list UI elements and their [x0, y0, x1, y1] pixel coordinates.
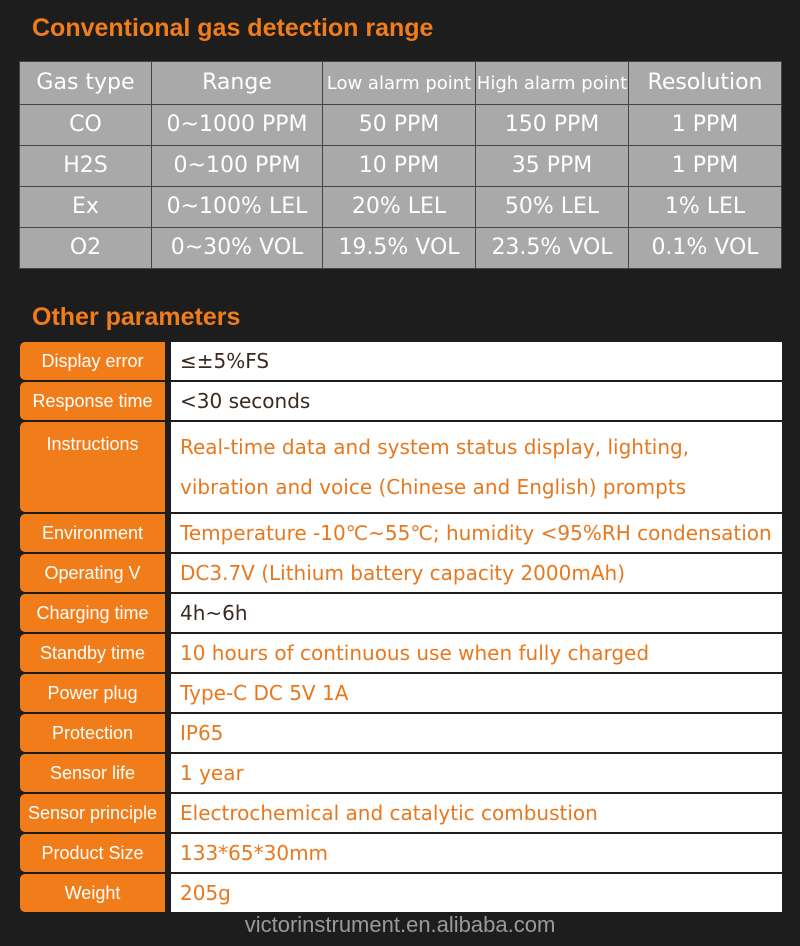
gas-cell: 23.5% VOL: [476, 228, 629, 269]
param-label: Response time: [20, 382, 165, 420]
gas-detection-table: [19, 61, 782, 269]
gas-cell: 0.1% VOL: [629, 228, 782, 269]
gas-cell: 1 PPM: [629, 105, 782, 146]
gas-row-co: [20, 105, 782, 146]
param-label: Charging time: [20, 594, 165, 632]
param-label: Operating V: [20, 554, 165, 592]
param-row: [20, 594, 782, 632]
gas-table-header-row: [20, 62, 782, 105]
param-row: [20, 422, 782, 512]
param-value: Type-C DC 5V 1A: [171, 674, 782, 712]
gas-cell: 1 PPM: [629, 146, 782, 187]
param-value: Temperature -10℃~55℃; humidity <95%RH condensation: [171, 514, 782, 552]
header-high-alarm: High alarm point: [476, 62, 629, 105]
param-value: IP65: [171, 714, 782, 752]
gas-cell: 19.5% VOL: [323, 228, 476, 269]
param-row: [20, 754, 782, 792]
gas-cell: 50% LEL: [476, 187, 629, 228]
params-section-title: Other parameters: [32, 303, 241, 331]
param-value: 1 year: [171, 754, 782, 792]
param-row: [20, 874, 782, 912]
gas-cell: 0~30% VOL: [152, 228, 323, 269]
param-value: Real-time data and system status display, lighting, vibration and voice (Chinese and English) prompts: [171, 422, 782, 512]
gas-cell: 0~1000 PPM: [152, 105, 323, 146]
gas-cell: Ex: [20, 187, 152, 228]
gas-cell: 0~100 PPM: [152, 146, 323, 187]
gas-cell: 50 PPM: [323, 105, 476, 146]
gas-cell: 10 PPM: [323, 146, 476, 187]
param-label: Instructions: [20, 422, 165, 512]
param-label: Display error: [20, 342, 165, 380]
param-label: Product Size: [20, 834, 165, 872]
gas-row-h2s: [20, 146, 782, 187]
param-row: [20, 674, 782, 712]
param-row: [20, 342, 782, 380]
header-low-alarm: Low alarm point: [323, 62, 476, 105]
param-label: Sensor life: [20, 754, 165, 792]
gas-cell: 20% LEL: [323, 187, 476, 228]
param-row: [20, 714, 782, 752]
gas-cell: CO: [20, 105, 152, 146]
parameters-table: [20, 340, 782, 914]
param-value: 10 hours of continuous use when fully charged: [171, 634, 782, 672]
param-label: Weight: [20, 874, 165, 912]
param-value: DC3.7V (Lithium battery capacity 2000mAh): [171, 554, 782, 592]
gas-section-title: Conventional gas detection range: [32, 14, 434, 42]
gas-cell: 1% LEL: [629, 187, 782, 228]
gas-cell: H2S: [20, 146, 152, 187]
param-row: [20, 382, 782, 420]
param-value: <30 seconds: [171, 382, 782, 420]
param-row: [20, 634, 782, 672]
header-range: Range: [152, 62, 323, 105]
param-row: [20, 834, 782, 872]
gas-row-o2: [20, 228, 782, 269]
param-value: ≤±5%FS: [171, 342, 782, 380]
footer-url: victorinstrument.en.alibaba.com: [244, 912, 556, 937]
header-resolution: Resolution: [629, 62, 782, 105]
gas-cell: 35 PPM: [476, 146, 629, 187]
param-value: 133*65*30mm: [171, 834, 782, 872]
param-row: [20, 554, 782, 592]
gas-cell: 0~100% LEL: [152, 187, 323, 228]
param-label: Power plug: [20, 674, 165, 712]
gas-cell: 150 PPM: [476, 105, 629, 146]
param-row: [20, 794, 782, 832]
param-label: Sensor principle: [20, 794, 165, 832]
param-label: Protection: [20, 714, 165, 752]
gas-cell: O2: [20, 228, 152, 269]
param-label: Standby time: [20, 634, 165, 672]
param-value: 205g: [171, 874, 782, 912]
param-value: 4h~6h: [171, 594, 782, 632]
param-row: [20, 514, 782, 552]
param-value: Electrochemical and catalytic combustion: [171, 794, 782, 832]
header-gas-type: Gas type: [20, 62, 152, 105]
gas-row-ex: [20, 187, 782, 228]
param-label: Environment: [20, 514, 165, 552]
